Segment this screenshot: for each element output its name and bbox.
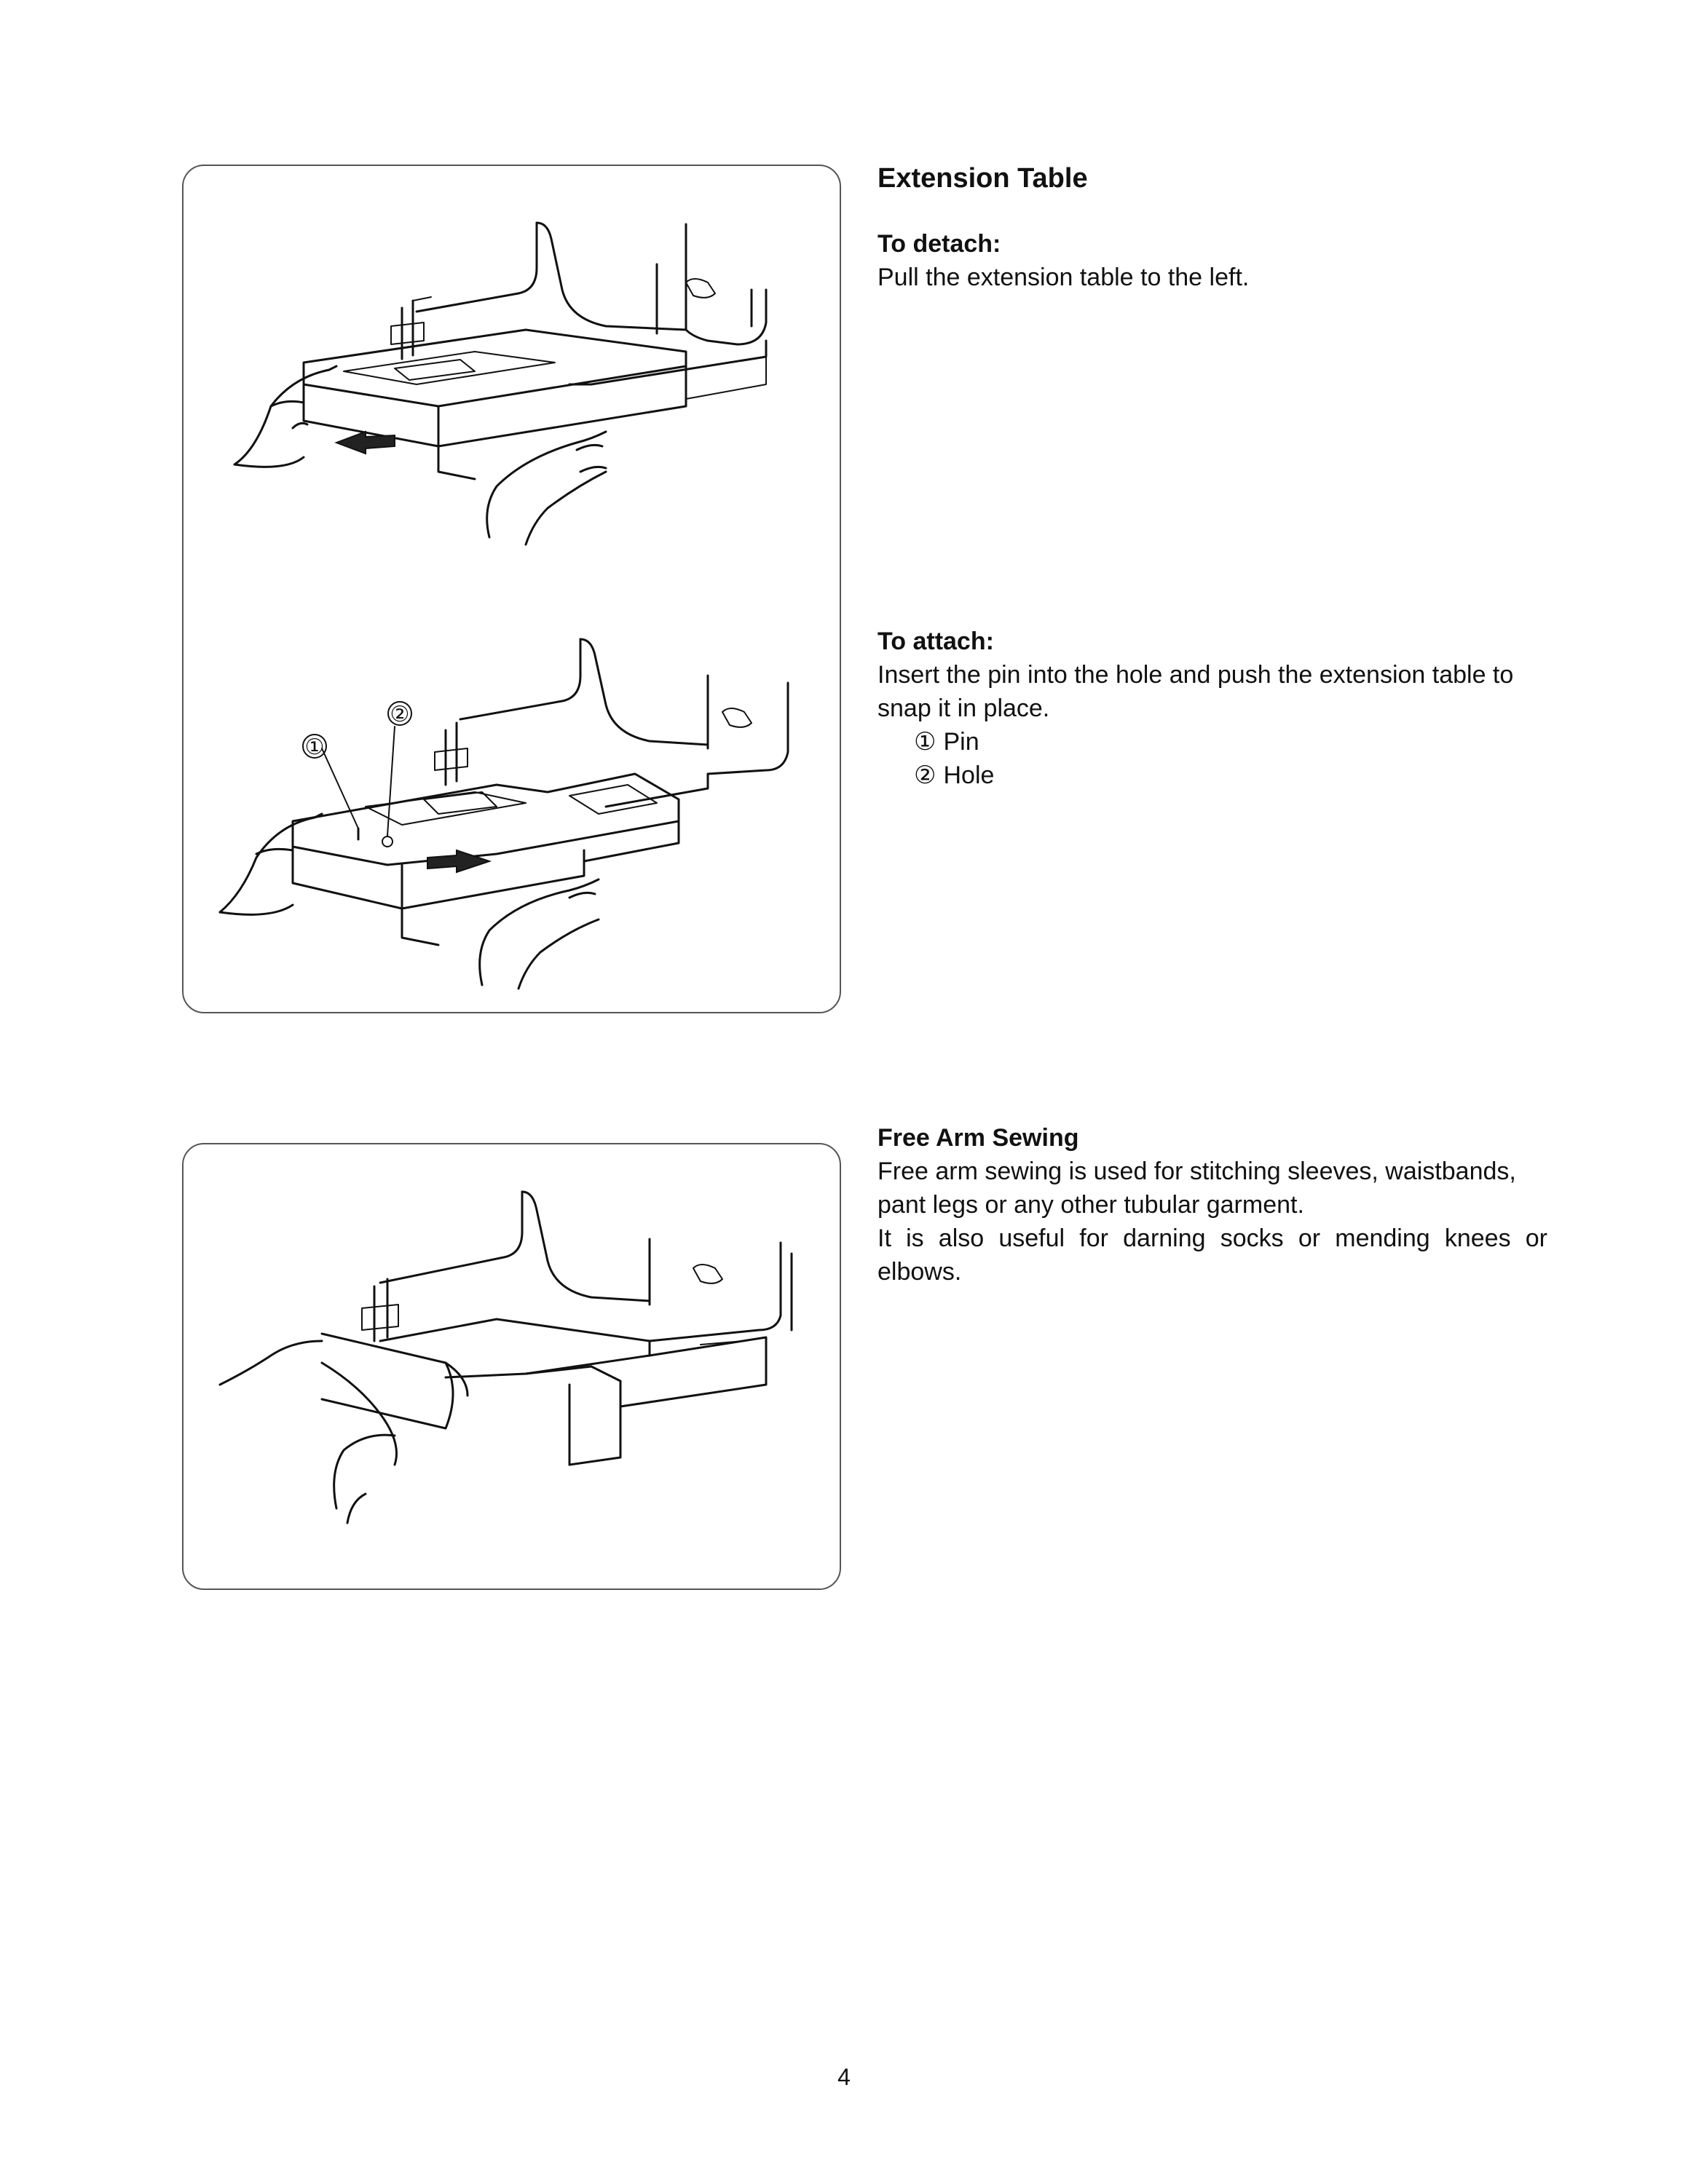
callout-1: ①	[304, 735, 325, 760]
free-arm-text-1: Free arm sewing is used for stitching sleeves, waistbands, pant legs or any other tubular garment.	[877, 1158, 1516, 1219]
page-number: 4	[837, 2064, 851, 2090]
hole-label: Hole	[943, 761, 995, 789]
extension-table-title: Extension Table	[877, 163, 1088, 194]
pin-number: ①	[914, 727, 936, 756]
free-arm-heading: Free Arm Sewing	[877, 1124, 1079, 1152]
list-item-pin	[914, 725, 1547, 759]
detach-text: Pull the extension table to the left.	[877, 264, 1250, 291]
extension-table-illustration	[184, 166, 843, 1015]
pin-label: Pin	[943, 728, 979, 756]
detach-illustration	[234, 223, 766, 545]
free-arm-section	[877, 1121, 1547, 1289]
attach-text: Insert the pin into the hole and push the extension table to snap it in place.	[877, 661, 1514, 722]
attach-heading: To attach:	[877, 628, 994, 655]
extension-table-figure	[182, 165, 841, 1013]
attach-illustration	[220, 639, 788, 989]
free-arm-figure	[182, 1143, 841, 1590]
free-arm-text-2: It is also useful for darning socks or mending knees or elbows.	[877, 1224, 1547, 1286]
list-item-hole	[914, 759, 1547, 792]
extension-table-section	[877, 162, 1547, 195]
free-arm-illustration	[184, 1144, 843, 1591]
detach-heading: To detach:	[877, 230, 1001, 258]
hole-number: ②	[914, 761, 936, 790]
callout-2: ②	[390, 702, 410, 727]
detach-section	[877, 227, 1547, 294]
attach-section	[877, 625, 1547, 792]
